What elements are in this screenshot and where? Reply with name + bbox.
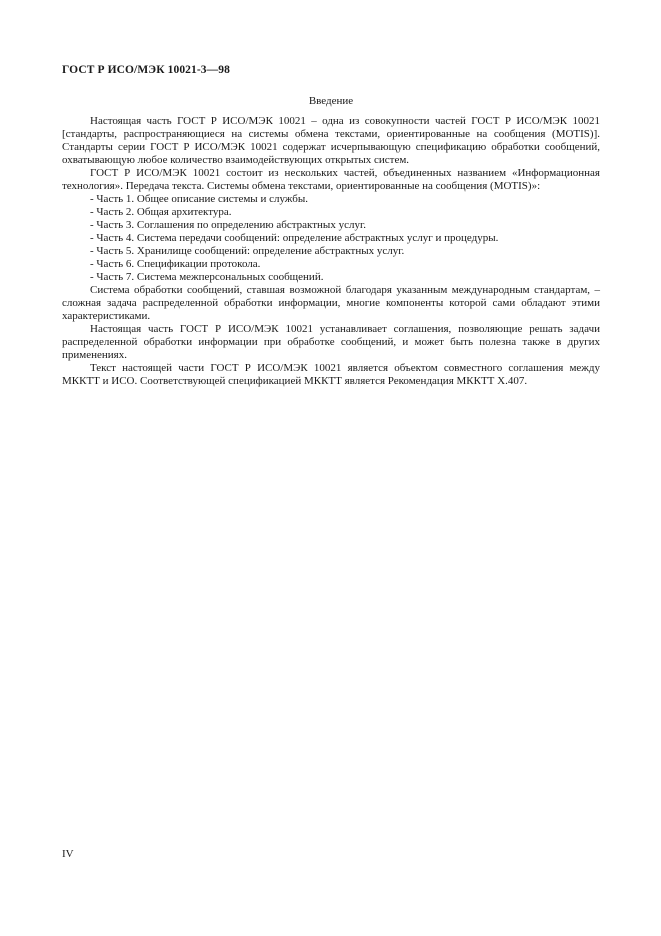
introduction-body: [62, 115, 600, 388]
list-item: - Часть 6. Спецификации протокола.: [90, 258, 261, 270]
document-code-header: ГОСТ Р ИСО/МЭК 10021-3—98: [62, 64, 230, 76]
list-item: - Часть 4. Система передачи сообщений: определение абстрактных услуг и процедуры.: [90, 232, 499, 244]
paragraph: Настоящая часть ГОСТ Р ИСО/МЭК 10021 – одна из совокупности частей ГОСТ Р ИСО/МЭК 10021 [стандарты, распространяющиеся на системы обмена текстами, ориентированные на сообщения (MOTIS)]. Стандарты серии ГОСТ Р ИСО/МЭК 10021 содержат исчерпывающую спецификацию обработки сообщений, охватывающую любое количество взаимодействующих открытых систем.: [62, 115, 600, 166]
page-number: IV: [62, 848, 74, 860]
list-item: - Часть 7. Система межперсональных сообщений.: [90, 271, 324, 283]
paragraph: ГОСТ Р ИСО/МЭК 10021 состоит из нескольких частей, объединенных названием «Информационная технология». Передача текста. Системы обмена текстами, ориентированные на сообщения (MOTIS)»:: [62, 167, 600, 192]
list-item: - Часть 3. Соглашения по определению абстрактных услуг.: [90, 219, 366, 231]
list-item: - Часть 1. Общее описание системы и службы.: [90, 193, 309, 205]
section-title: Введение: [308, 95, 354, 107]
list-item: - Часть 2. Общая архитектура.: [90, 206, 232, 218]
paragraph: Текст настоящей части ГОСТ Р ИСО/МЭК 10021 является объектом совместного соглашения между МККТТ и ИСО. Соответствующей спецификацией МККТТ является Рекомендация МККТТ Х.407.: [62, 362, 600, 387]
paragraph: Система обработки сообщений, ставшая возможной благодаря указанным международным стандартам, – сложная задача распределенной обработки информации, многие компоненты которой сами обладают этими характеристиками.: [62, 284, 600, 322]
paragraph: Настоящая часть ГОСТ Р ИСО/МЭК 10021 устанавливает соглашения, позволяющие решать задачи распределенной обработки информации при обработке сообщений, и может быть полезна также в других применениях.: [62, 323, 600, 361]
list-item: - Часть 5. Хранилище сообщений: определение абстрактных услуг.: [90, 245, 405, 257]
parts-list: [62, 193, 600, 284]
